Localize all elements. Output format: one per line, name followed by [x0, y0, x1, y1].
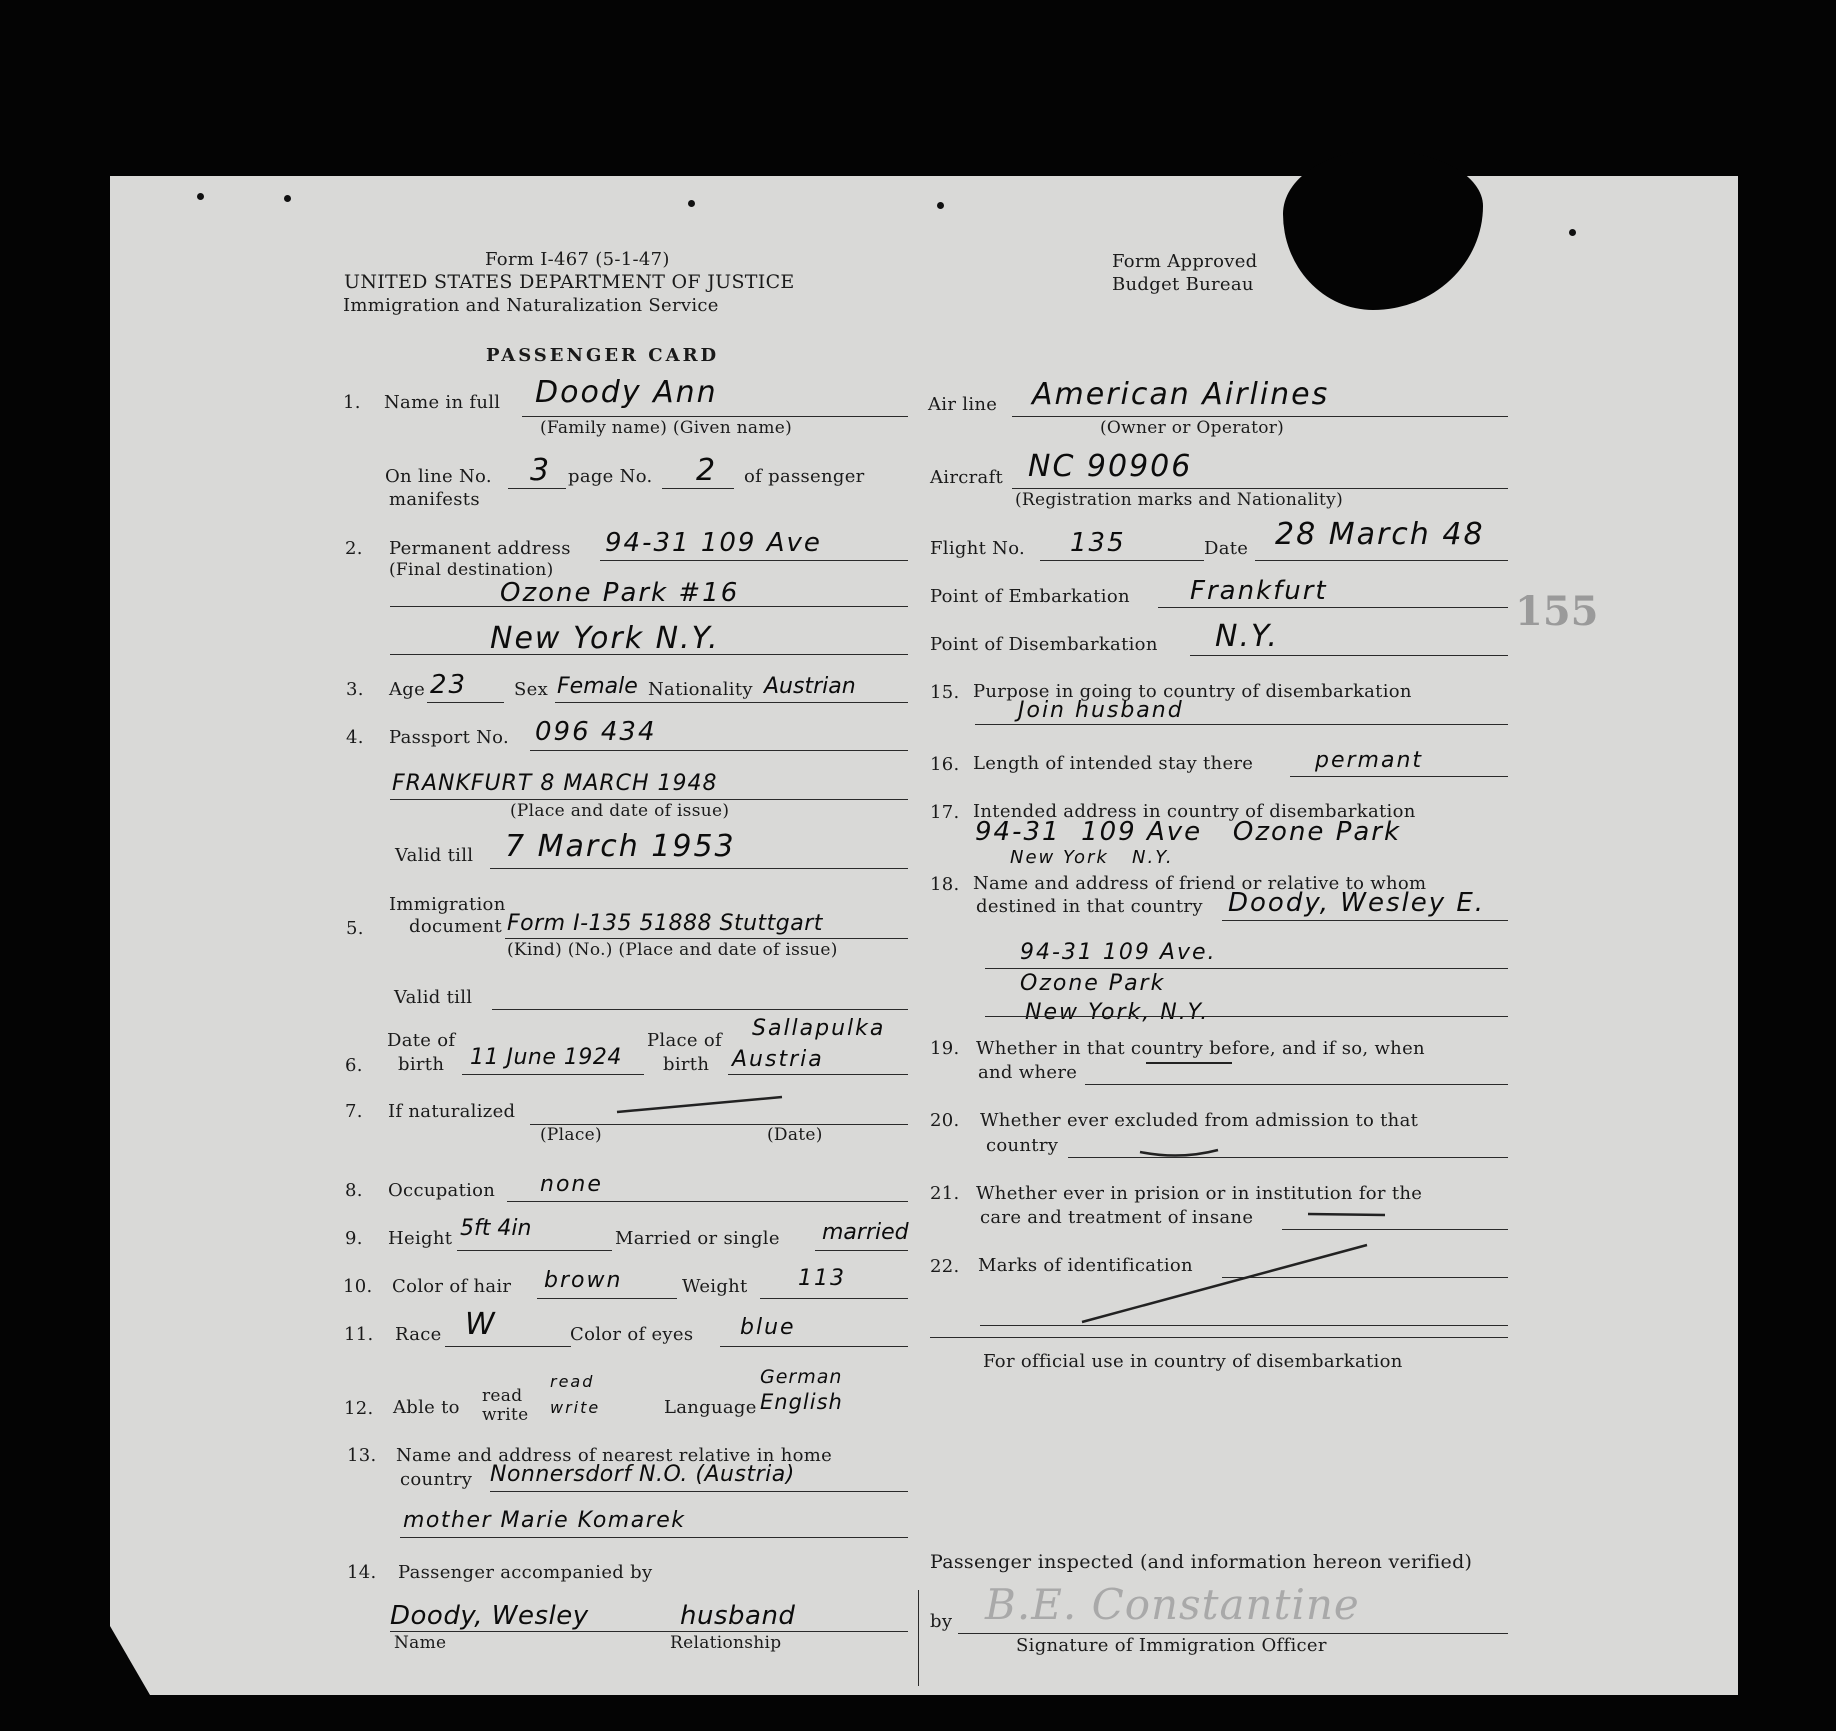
name-label: Name in full: [384, 392, 501, 413]
inspected-label: Passenger inspected (and information hereon verified): [930, 1551, 1473, 1573]
item-number: 5.: [346, 918, 364, 939]
friend-address-1: 94-31 109 Ave.: [1020, 940, 1217, 965]
marks-slash: [1082, 1245, 1367, 1322]
item-number: 10.: [343, 1276, 373, 1297]
accompanied-relationship: husband: [680, 1601, 796, 1631]
passport-issue: FRANKFURT 8 MARCH 1948: [392, 771, 718, 796]
immigration-label-b: document: [409, 916, 502, 937]
accompanied-rel-sublabel: Relationship: [670, 1633, 782, 1653]
address-line-1: 94-31 109 Ave: [605, 528, 822, 558]
pob-label-b: birth: [663, 1054, 710, 1075]
naturalized-place-sublabel: (Place): [540, 1125, 602, 1145]
friend-address-2: Ozone Park: [1020, 971, 1166, 996]
dob-value: 11 June 1924: [470, 1045, 622, 1070]
height-value: 5ft 4in: [460, 1216, 532, 1241]
marital-label: Married or single: [615, 1228, 780, 1249]
address-sublabel: (Final destination): [389, 560, 554, 580]
prison-dash: [1308, 1214, 1385, 1215]
prison-label-b: care and treatment of insane: [980, 1207, 1254, 1228]
naturalized-date-sublabel: (Date): [767, 1125, 823, 1145]
dob-label-a: Date of: [387, 1030, 456, 1051]
item-number: 6.: [345, 1055, 363, 1076]
passport-valid-label: Valid till: [395, 845, 474, 866]
item-number: 16.: [930, 754, 960, 775]
hair-value: brown: [544, 1268, 623, 1293]
item-number: 19.: [930, 1038, 960, 1059]
previous-visit-label-b: and where: [978, 1062, 1078, 1083]
item-number: 18.: [930, 874, 960, 895]
purpose-label: Purpose in going to country of disembarkation: [973, 681, 1412, 702]
passport-issue-sublabel: (Place and date of issue): [510, 801, 730, 821]
embarkation-label: Point of Embarkation: [930, 586, 1130, 607]
language-value-2: English: [760, 1390, 843, 1414]
item-number: 12.: [344, 1398, 374, 1419]
address-label: Permanent address: [389, 538, 571, 559]
name-sublabel: (Family name) (Given name): [540, 418, 793, 438]
weight-value: 113: [798, 1266, 846, 1291]
friend-label-a: Name and address of friend or relative to whom: [973, 873, 1427, 894]
marks-label: Marks of identification: [978, 1255, 1193, 1276]
eyes-label: Color of eyes: [570, 1324, 694, 1345]
prison-label-a: Whether ever in prision or in institution for the: [976, 1183, 1423, 1204]
age-value: 23: [430, 670, 468, 700]
immigration-doc-value: Form I-135 51888 Stuttgart: [507, 911, 823, 936]
date-label: Date: [1204, 538, 1249, 559]
manifest-manifests-label: manifests: [389, 489, 480, 510]
manifest-page-value: 2: [696, 453, 718, 488]
naturalized-label: If naturalized: [388, 1101, 516, 1122]
relative-label-a: Name and address of nearest relative in home: [396, 1445, 833, 1466]
naturalized-dash: [617, 1097, 782, 1112]
intended-address-2: New York N.Y.: [1010, 847, 1174, 868]
accompanied-name: Doody, Wesley: [390, 1601, 589, 1631]
friend-address-3: New York, N.Y.: [1025, 1000, 1210, 1025]
item-number: 17.: [930, 802, 960, 823]
hair-label: Color of hair: [392, 1276, 512, 1297]
friend-name: Doody, Wesley E.: [1228, 888, 1486, 918]
write-value: write: [550, 1398, 601, 1417]
item-number: 4.: [346, 727, 364, 748]
purpose-value: Join husband: [1018, 698, 1184, 723]
item-number: 9.: [345, 1228, 363, 1249]
stay-value: permant: [1315, 748, 1424, 773]
item-number: 13.: [347, 1445, 377, 1466]
immigration-label-a: Immigration: [389, 894, 506, 915]
manifest-line-label: On line No.: [385, 466, 492, 487]
address-line-2: Ozone Park #16: [500, 578, 740, 608]
language-label: Language: [664, 1397, 757, 1418]
previous-visit-label-a: Whether in that country before, and if so, when: [976, 1038, 1425, 1059]
read-label: read: [482, 1386, 523, 1406]
intended-address-1: 94-31 109 Ave Ozone Park: [975, 817, 1402, 847]
item-number: 2.: [345, 538, 363, 559]
pob-value-1: Sallapulka: [752, 1016, 886, 1041]
name-value: Doody Ann: [535, 375, 718, 410]
accompanied-label: Passenger accompanied by: [398, 1562, 653, 1583]
sex-label: Sex: [514, 679, 549, 700]
item-number: 8.: [345, 1180, 363, 1201]
official-use-label: For official use in country of disembarkation: [983, 1351, 1403, 1372]
form-number: Form I-467 (5-1-47): [485, 249, 670, 270]
by-label: by: [930, 1611, 953, 1632]
sex-value: Female: [557, 674, 638, 699]
flight-label: Flight No.: [930, 538, 1026, 559]
passport-value: 096 434: [535, 717, 657, 747]
service-name: Immigration and Naturalization Service: [343, 295, 719, 316]
occupation-label: Occupation: [388, 1180, 496, 1201]
occupation-value: none: [540, 1172, 603, 1197]
relative-label-b: country: [400, 1469, 473, 1490]
signature-label: Signature of Immigration Officer: [1016, 1635, 1327, 1656]
accompanied-name-sublabel: Name: [394, 1633, 447, 1653]
able-label: Able to: [393, 1397, 460, 1418]
disembarkation-label: Point of Disembarkation: [930, 634, 1158, 655]
manifest-of-label: of passenger: [744, 466, 865, 487]
stay-label: Length of intended stay there: [973, 753, 1254, 774]
disembarkation-value: N.Y.: [1215, 619, 1279, 654]
immigration-doc-sublabel: (Kind) (No.) (Place and date of issue): [507, 940, 838, 960]
passport-valid-value: 7 March 1953: [505, 829, 736, 864]
aircraft-sublabel: (Registration marks and Nationality): [1015, 490, 1344, 510]
eyes-value: blue: [740, 1315, 796, 1340]
excluded-label-b: country: [986, 1135, 1059, 1156]
item-number: 15.: [930, 682, 960, 703]
card-title: PASSENGER CARD: [486, 345, 720, 366]
race-label: Race: [395, 1324, 442, 1345]
passport-label: Passport No.: [389, 727, 510, 748]
dob-label-b: birth: [398, 1054, 445, 1075]
item-number: 21.: [930, 1183, 960, 1204]
read-value: read: [550, 1372, 595, 1391]
item-number: 7.: [345, 1101, 363, 1122]
manifest-page-label: page No.: [568, 466, 653, 487]
item-number: 11.: [344, 1324, 374, 1345]
officer-signature: B.E. Constantine: [985, 1580, 1360, 1629]
item-number: 1.: [343, 392, 361, 413]
write-label: write: [482, 1405, 529, 1425]
pob-value-2: Austria: [732, 1047, 824, 1072]
excluded-label-a: Whether ever excluded from admission to that: [980, 1110, 1419, 1131]
marital-value: married: [822, 1220, 909, 1245]
item-number: 20.: [930, 1110, 960, 1131]
aircraft-value: NC 90906: [1028, 449, 1193, 484]
immigration-valid-label: Valid till: [394, 987, 473, 1008]
item-number: 14.: [347, 1562, 377, 1583]
date-value: 28 March 48: [1275, 517, 1485, 552]
relative-value-1: Nonnersdorf N.O. (Austria): [490, 1462, 795, 1487]
pob-label-a: Place of: [647, 1030, 722, 1051]
aircraft-label: Aircraft: [930, 467, 1004, 488]
department-name: UNITED STATES DEPARTMENT OF JUSTICE: [344, 271, 795, 293]
item-number: 22.: [930, 1256, 960, 1277]
budget-bureau: Budget Bureau: [1112, 274, 1254, 295]
stamp-number: 155: [1515, 588, 1599, 635]
friend-label-b: destined in that country: [976, 896, 1203, 917]
language-value-1: German: [760, 1366, 843, 1388]
relative-value-2: mother Marie Komarek: [403, 1508, 686, 1533]
airline-label: Air line: [928, 394, 998, 415]
weight-label: Weight: [682, 1276, 748, 1297]
embarkation-value: Frankfurt: [1190, 576, 1328, 606]
intended-address-label: Intended address in country of disembarkation: [973, 801, 1416, 822]
excluded-dash: [1140, 1150, 1218, 1156]
flight-value: 135: [1070, 528, 1126, 558]
form-approved: Form Approved: [1112, 251, 1258, 272]
manifest-line-value: 3: [530, 453, 552, 488]
nationality-value: Austrian: [764, 674, 856, 699]
age-label: Age: [389, 679, 426, 700]
nationality-label: Nationality: [648, 679, 753, 700]
address-line-3: New York N.Y.: [490, 621, 720, 656]
airline-value: American Airlines: [1032, 377, 1330, 412]
race-value: W: [465, 1307, 497, 1342]
item-number: 3.: [346, 679, 364, 700]
airline-sublabel: (Owner or Operator): [1100, 418, 1285, 438]
height-label: Height: [388, 1228, 453, 1249]
